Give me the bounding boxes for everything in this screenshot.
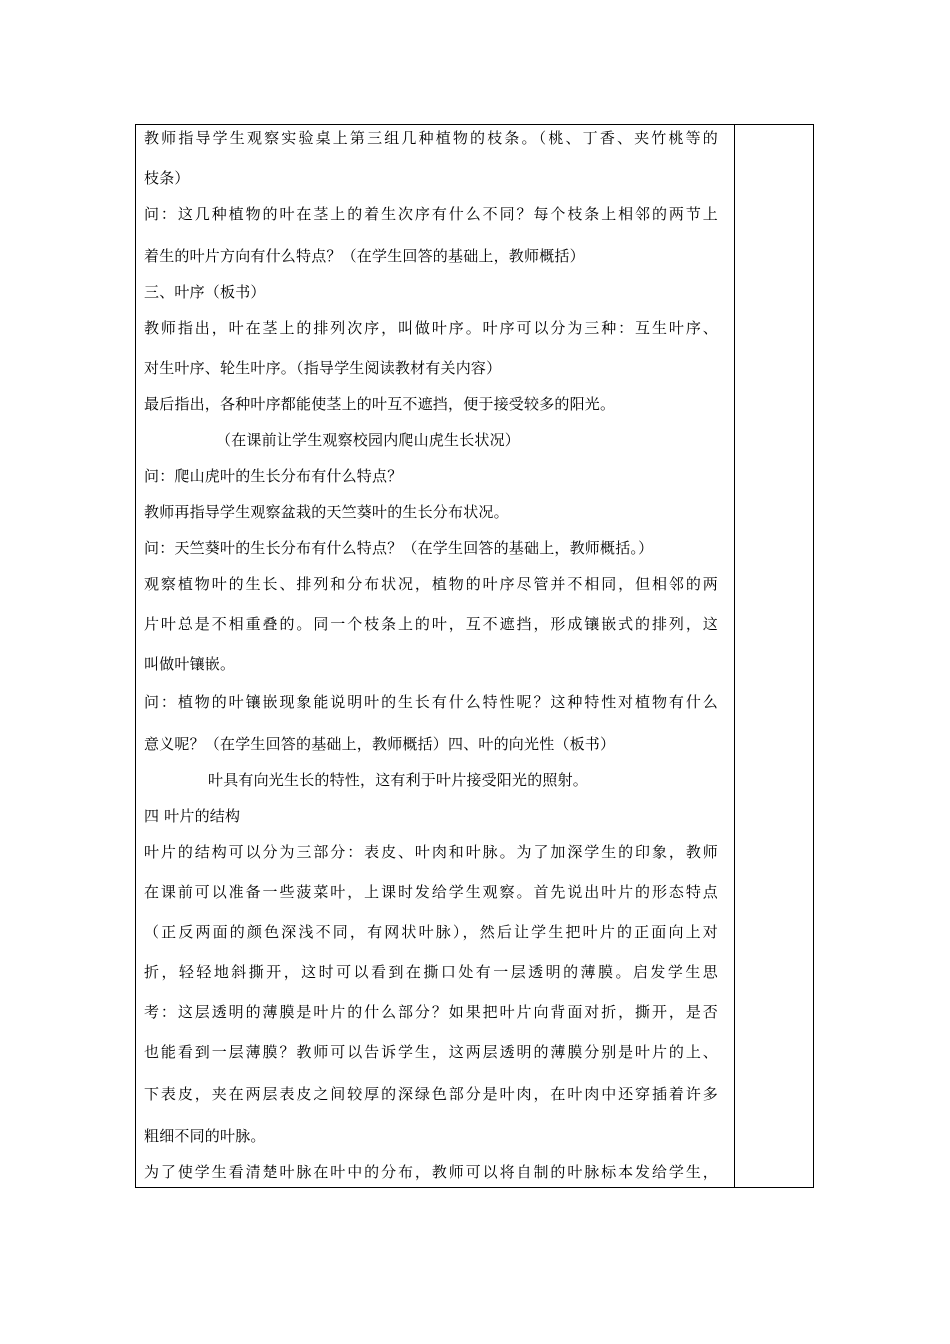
text-line: 着生的叶片方向有什么特点？（在学生回答的基础上，教师概括） xyxy=(144,247,585,265)
text-line: 粗细不同的叶脉。 xyxy=(144,1127,266,1145)
text-line: 为了使学生看清楚叶脉在叶中的分布，教师可以将自制的叶脉标本发给学生， xyxy=(144,1163,718,1181)
text-line: 问：这几种植物的叶在茎上的着生次序有什么不同？每个枝条上相邻的两节上 xyxy=(144,205,718,223)
text-line: 教师指出，叶在茎上的排列次序，叫做叶序。叶序可以分为三种：互生叶序、 xyxy=(144,319,718,337)
text-line: 观察植物叶的生长、排列和分布状况，植物的叶序尽管并不相同，但相邻的两 xyxy=(144,575,718,593)
text-line: 下表皮，夹在两层表皮之间较厚的深绿色部分是叶肉，在叶肉中还穿插着许多 xyxy=(144,1085,718,1103)
text-line: 折，轻轻地斜撕开，这时可以看到在撕口处有一层透明的薄膜。启发学生思 xyxy=(144,963,718,981)
text-line: 教师再指导学生观察盆栽的天竺葵叶的生长分布状况。 xyxy=(144,503,509,521)
text-line: 教师指导学生观察实验桌上第三组几种植物的枝条。（桃、丁香、夹竹桃等的 xyxy=(144,129,718,147)
text-line: 叶片的结构可以分为三部分：表皮、叶肉和叶脉。为了加深学生的印象，教师 xyxy=(144,843,718,861)
text-line: 意义呢？（在学生回答的基础上，教师概括）四、叶的向光性（板书） xyxy=(144,735,616,753)
text-line: （在课前让学生观察校园内爬山虎生长状况） xyxy=(216,431,521,449)
text-line: 也能看到一层薄膜？教师可以告诉学生，这两层透明的薄膜分别是叶片的上、 xyxy=(144,1043,718,1061)
text-line: 叶具有向光生长的特性，这有利于叶片接受阳光的照射。 xyxy=(208,771,589,789)
text-line: 枝条） xyxy=(144,169,190,187)
text-line: 问：天竺葵叶的生长分布有什么特点？（在学生回答的基础上，教师概括。） xyxy=(144,539,654,557)
text-line: 叫做叶镶嵌。 xyxy=(144,655,236,673)
text-line: 问：植物的叶镶嵌现象能说明叶的生长有什么特性呢？这种特性对植物有什么 xyxy=(144,693,718,711)
text-line: 对生叶序、轮生叶序。（指导学生阅读教材有关内容） xyxy=(144,359,502,377)
column-divider xyxy=(734,125,735,1187)
text-line: 在课前可以准备一些菠菜叶，上课时发给学生观察。首先说出叶片的形态特点 xyxy=(144,883,718,901)
text-line: （正反两面的颜色深浅不同，有网状叶脉），然后让学生把叶片的正面向上对 xyxy=(144,923,718,941)
section-heading: 四 叶片的结构 xyxy=(144,807,241,825)
text-line: 最后指出，各种叶序都能使茎上的叶互不遮挡，便于接受较多的阳光。 xyxy=(144,395,616,413)
text-line: 问：爬山虎叶的生长分布有什么特点？ xyxy=(144,467,403,485)
text-line: 考：这层透明的薄膜是叶片的什么部分？如果把叶片向背面对折，撕开，是否 xyxy=(144,1003,718,1021)
section-heading: 三、叶序（板书） xyxy=(144,283,266,301)
text-line: 片叶总是不相重叠的。同一个枝条上的叶，互不遮挡，形成镶嵌式的排列，这 xyxy=(144,615,718,633)
